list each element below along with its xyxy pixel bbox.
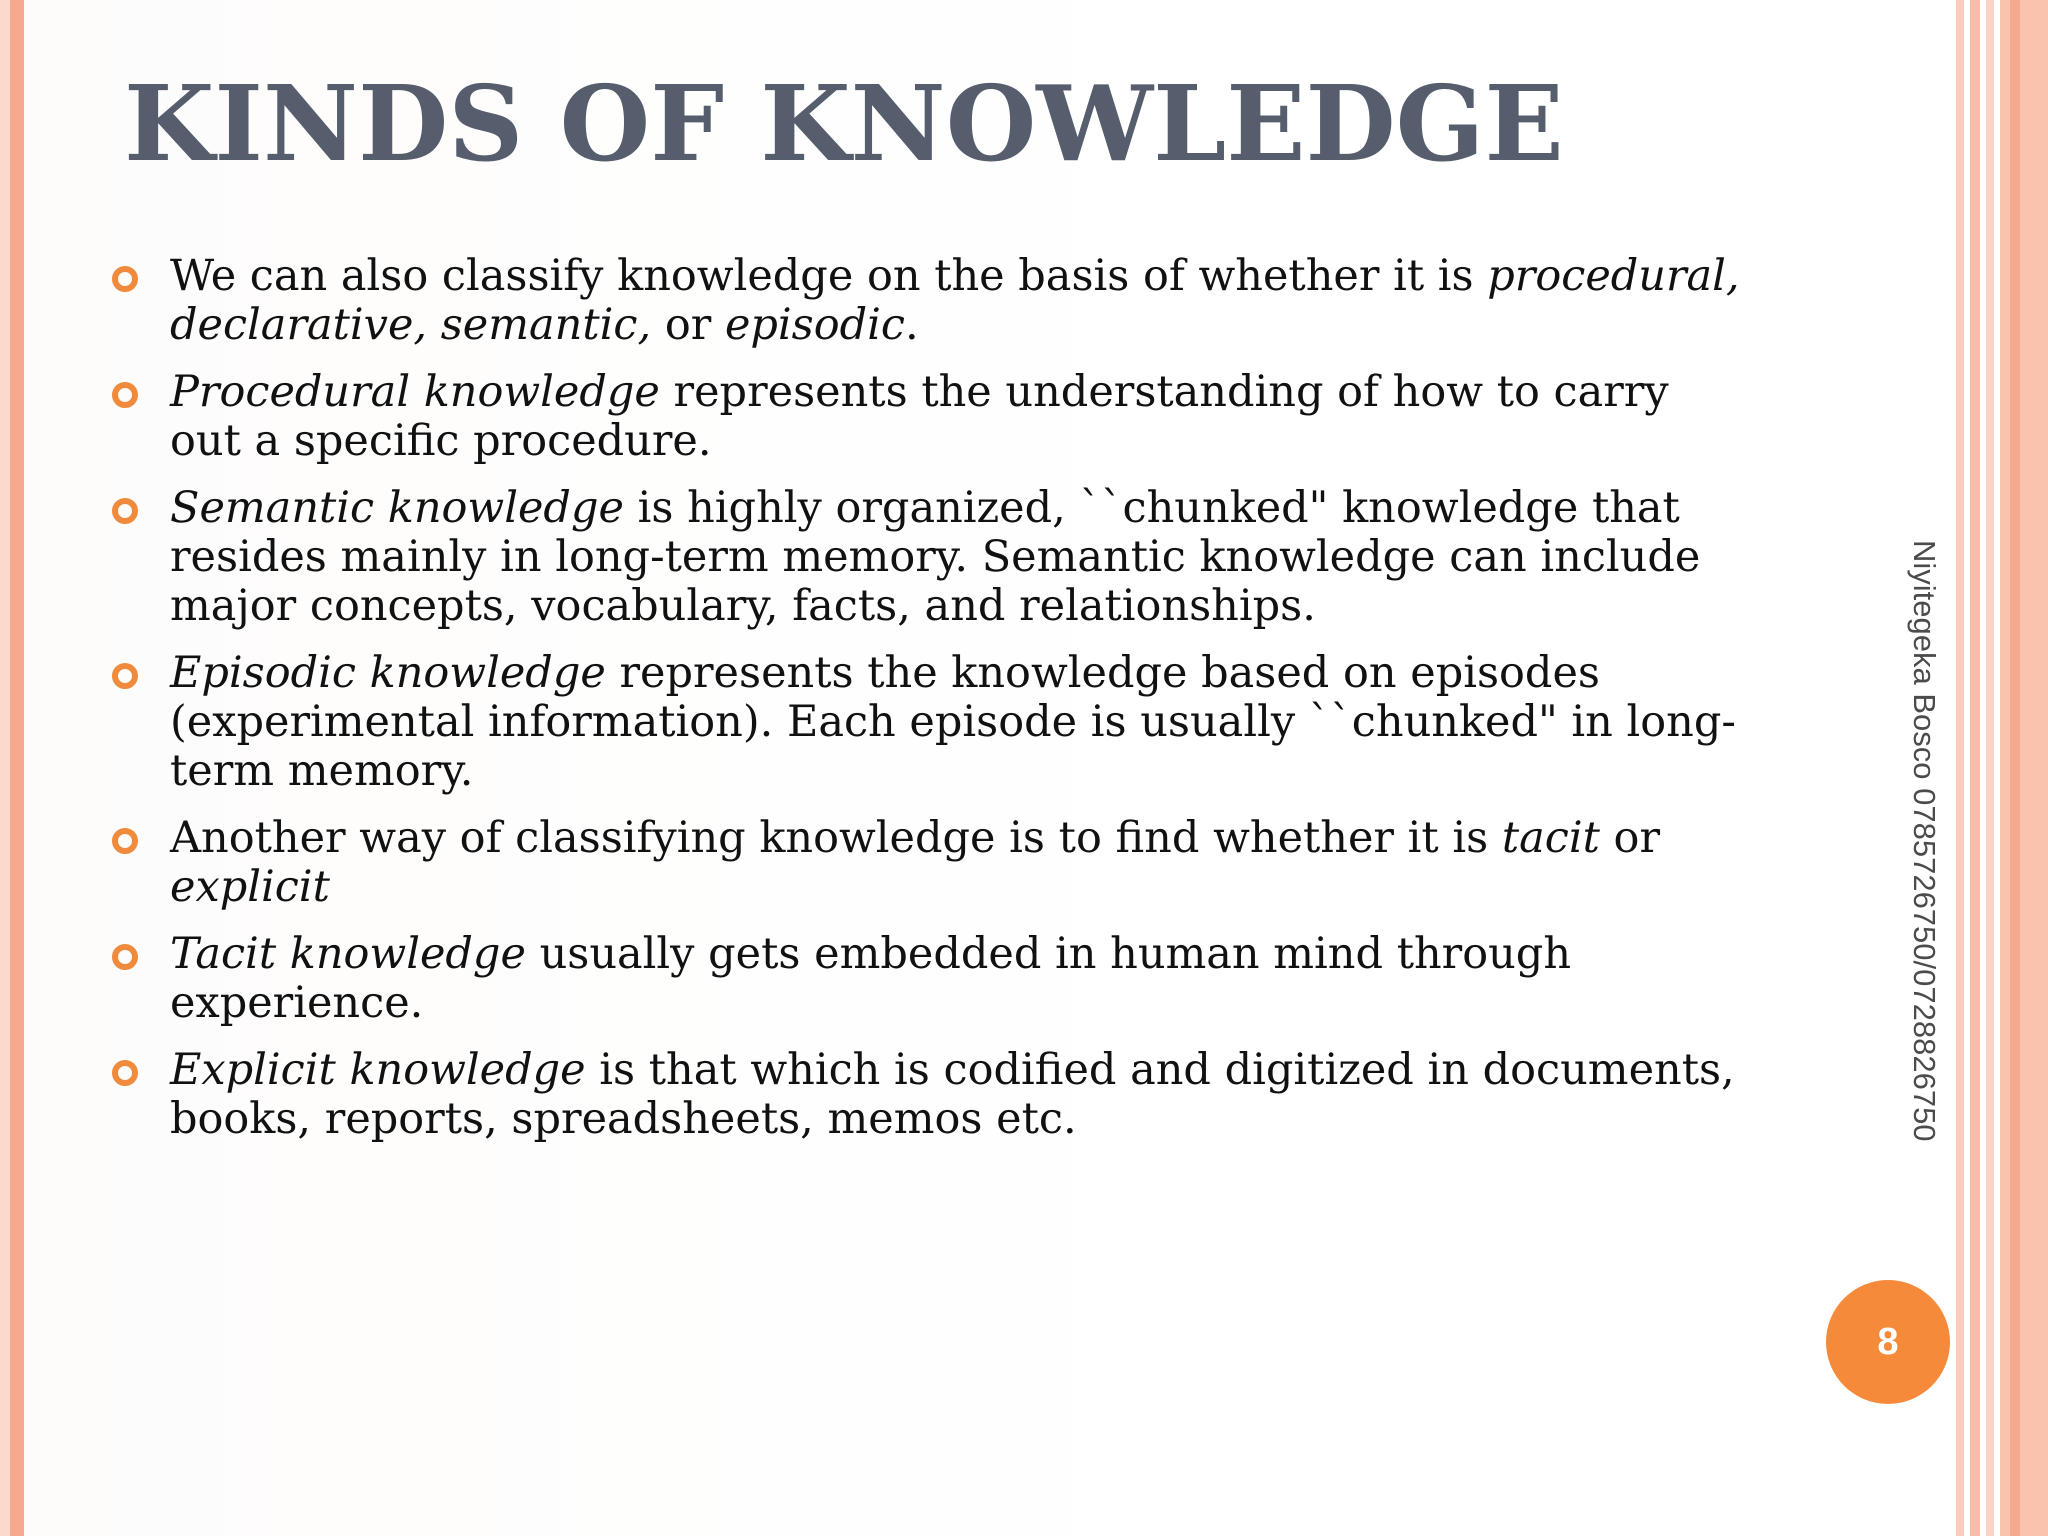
ring-bullet-icon [112, 1060, 138, 1086]
right-border-stripe [1956, 0, 1964, 1536]
bullet-item [106, 649, 1746, 796]
bullet-item [106, 368, 1746, 466]
bullet-item [106, 484, 1746, 631]
bullet-text-segment: or [651, 300, 725, 350]
ring-bullet-icon [112, 944, 138, 970]
left-border-accent [10, 0, 24, 1536]
right-border-band [2000, 0, 2048, 1536]
ring-bullet-icon [112, 382, 138, 408]
bullet-item [106, 814, 1746, 912]
bullet-text-segment: is that which is codified and digitized in documents, books, reports, spreadsheets, memos etc. [170, 1045, 1735, 1144]
bullet-text [170, 483, 1700, 631]
bullet-text-segment: is highly organized, ``chunked" knowledge that resides mainly in long-term memory. Semantic knowledge can include major concepts, vocabulary, facts, and relationships. [170, 483, 1701, 631]
bullet-text-segment: usually gets embedded in human mind through experience. [170, 929, 1572, 1028]
bullet-text-italic: Explicit knowledge [170, 1045, 586, 1095]
bullet-text [170, 251, 1740, 350]
bullet-text [170, 929, 1571, 1028]
bullet-item [106, 252, 1746, 350]
bullet-text-segment: Another way of classifying knowledge is to find whether it is [170, 813, 1502, 863]
bullet-text-segment: . [904, 300, 919, 350]
bullet-text [170, 367, 1669, 466]
bullet-text-italic: procedural, declarative, semantic, [170, 251, 1740, 350]
left-border-light [0, 0, 10, 1536]
bullet-text-segment: represents the knowledge based on episodes (experimental information). Each episode is usually ``chunked" in long-term memory. [170, 648, 1736, 796]
page-number-badge: 8 [1826, 1280, 1950, 1404]
bullet-text-italic: Semantic knowledge [170, 483, 624, 533]
bullet-text [170, 813, 1660, 912]
bullet-item [106, 930, 1746, 1028]
right-border-stripe [1986, 0, 1994, 1536]
ring-bullet-icon [112, 266, 138, 292]
bullet-text-italic: tacit [1501, 813, 1600, 863]
bullet-text [170, 1045, 1735, 1144]
bullet-item [106, 1046, 1746, 1144]
bullet-text-italic: Episodic knowledge [170, 648, 606, 698]
ring-bullet-icon [112, 828, 138, 854]
bullet-text [170, 648, 1736, 796]
bullet-text-segment: or [1599, 813, 1661, 863]
bullet-text-italic: explicit [170, 862, 330, 912]
bullet-list [106, 252, 1746, 1162]
bullet-text-segment: We can also classify knowledge on the basis of whether it is [170, 251, 1488, 301]
bullet-text-segment: represents the understanding of how to carry out a specific procedure. [170, 367, 1669, 466]
bullet-text-italic: episodic [724, 300, 905, 350]
bullet-text-italic: Procedural knowledge [170, 367, 660, 417]
ring-bullet-icon [112, 663, 138, 689]
author-contact-note: Niyitegeka Bosco 0785726750/0728826750 [1907, 540, 1942, 1142]
right-border-stripe [1970, 0, 1980, 1536]
right-border-stripe [2010, 0, 2020, 1536]
ring-bullet-icon [112, 498, 138, 524]
slide-title: KINDS OF KNOWLEDGE [124, 62, 1564, 185]
bullet-text-italic: Tacit knowledge [170, 929, 526, 979]
